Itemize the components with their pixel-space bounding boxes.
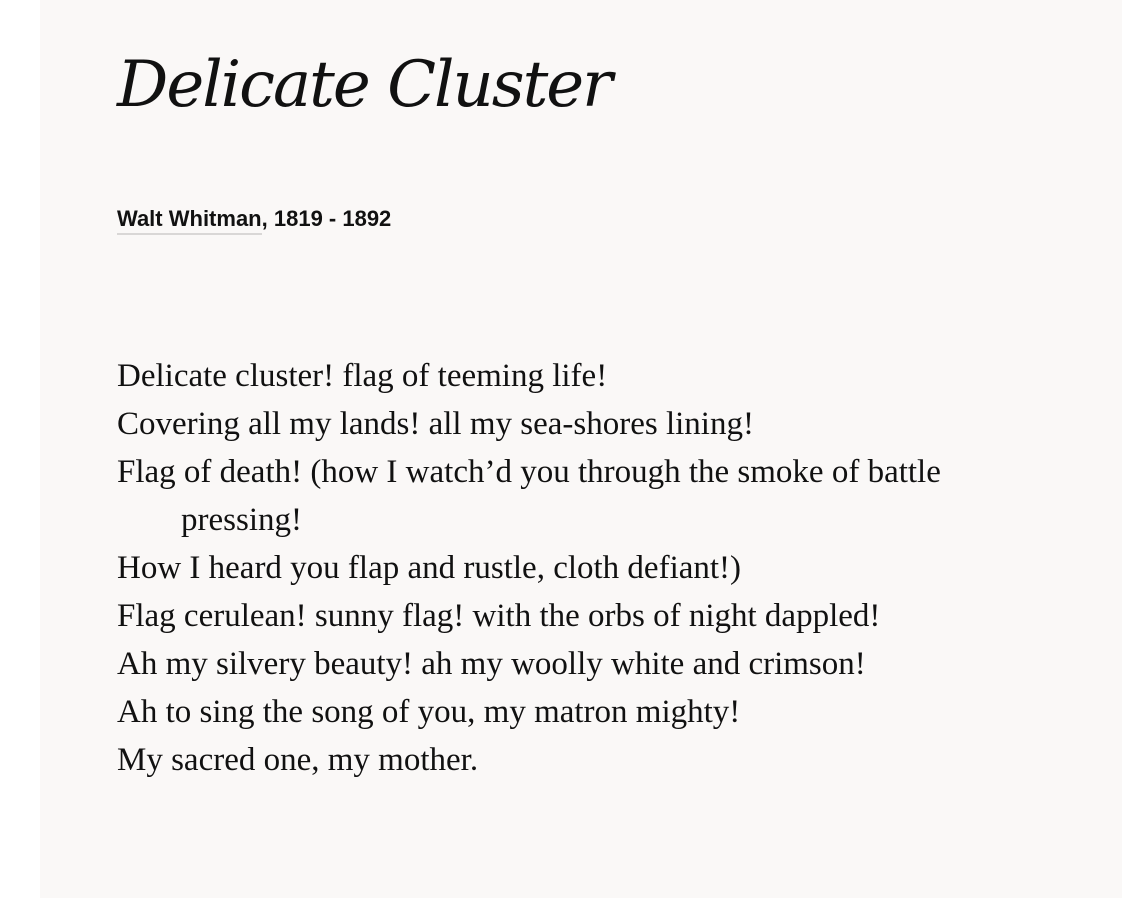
poem-body: [117, 352, 1077, 784]
poem-line: How I heard you flap and rustle, cloth defiant!): [117, 550, 742, 586]
author-line: [117, 203, 391, 235]
author-link[interactable]: Walt Whitman: [117, 206, 262, 235]
poem-line: My sacred one, my mother.: [117, 742, 479, 778]
poem-line: Flag of death! (how I watch’d you through the smoke of battle: [117, 454, 941, 490]
poem-line-continuation: pressing!: [181, 502, 302, 538]
author-dates: 1819 - 1892: [273, 206, 392, 231]
poem-line: Flag cerulean! sunny flag! with the orbs of night dappled!: [117, 598, 881, 634]
author-separator: ,: [261, 206, 274, 231]
poem-title: Delicate Cluster: [117, 48, 611, 122]
poem-line: Ah to sing the song of you, my matron mighty!: [117, 694, 741, 730]
poem-line: Covering all my lands! all my sea-shores lining!: [117, 406, 754, 442]
poem-line: Ah my silvery beauty! ah my woolly white and crimson!: [117, 646, 866, 682]
poem-line: Delicate cluster! flag of teeming life!: [117, 358, 608, 394]
